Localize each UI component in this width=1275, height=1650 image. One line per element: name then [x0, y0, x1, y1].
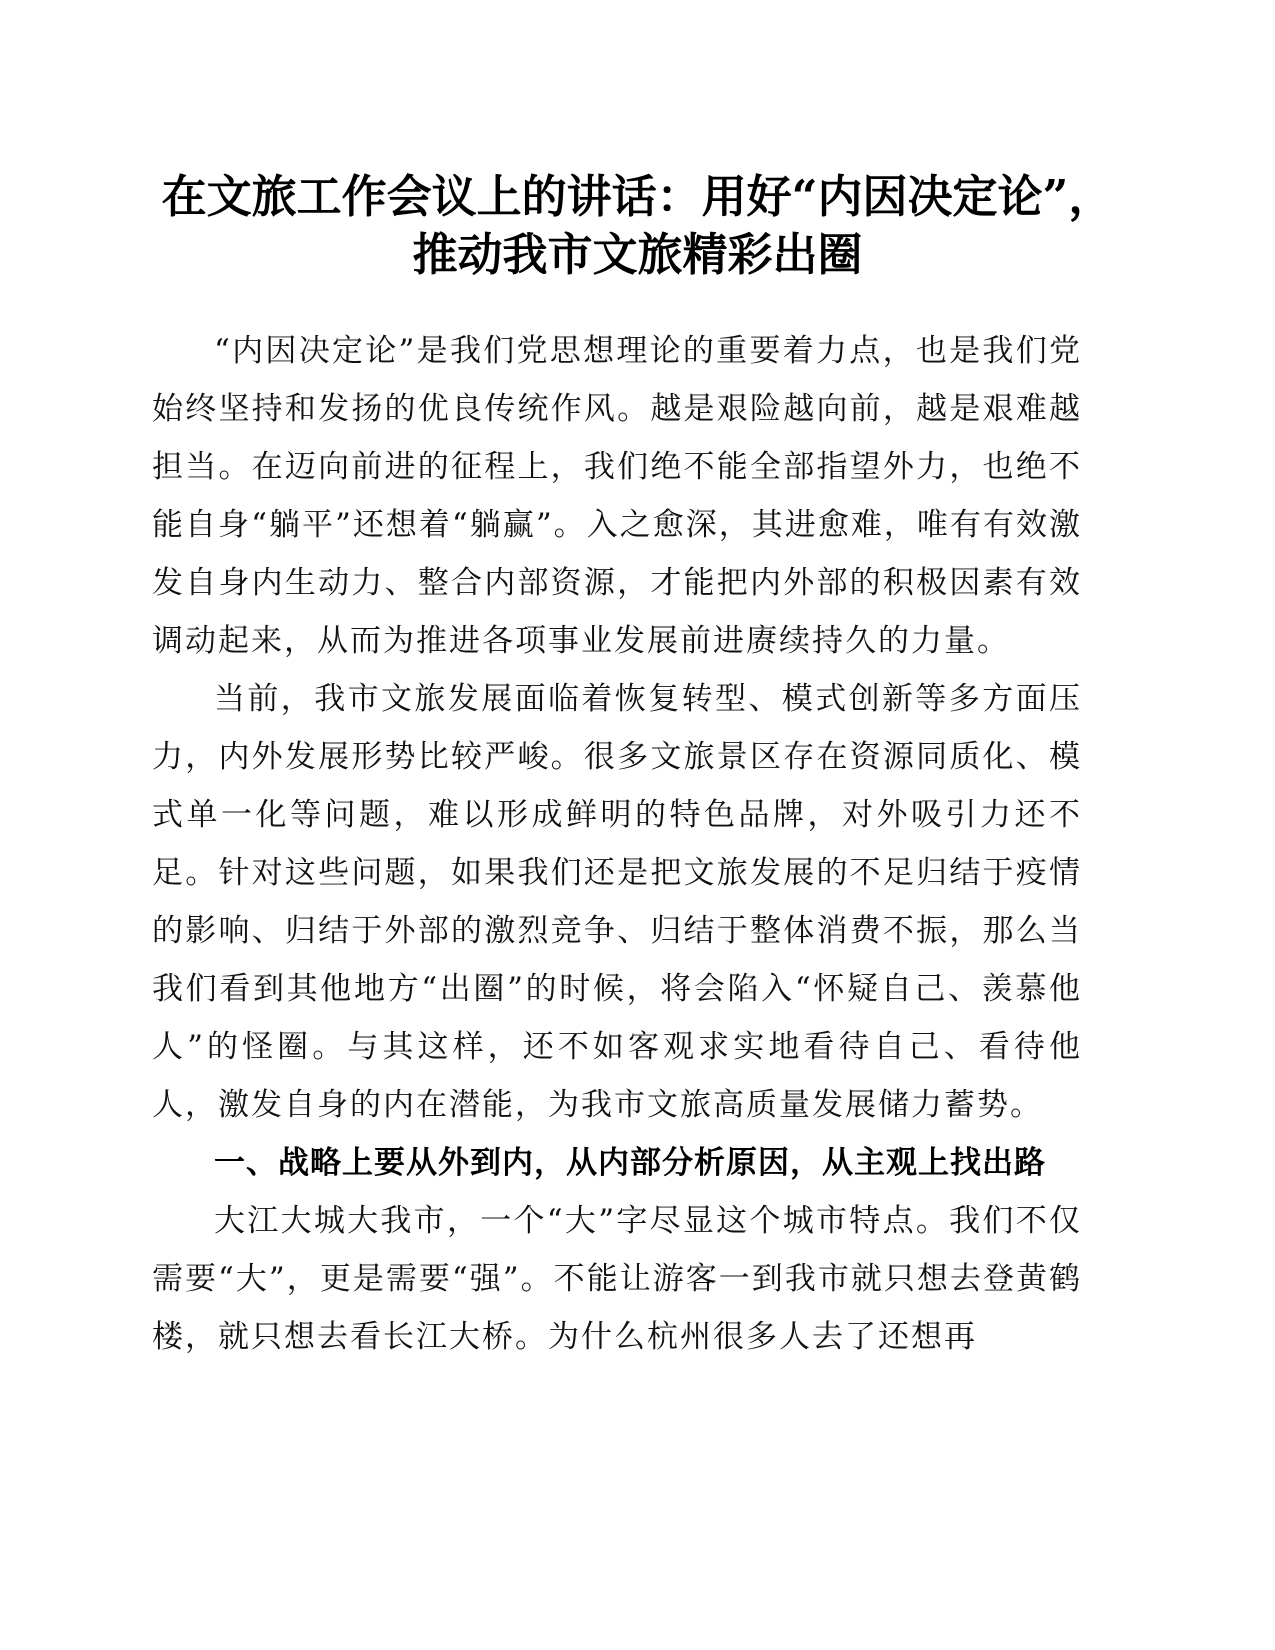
section-paragraph: 大江大城大我市，一个“大”字尽显这个城市特点。我们不仅需要“大”，更是需要“强”。不能让游客一到我市就只想去登黄鹤楼，就只想去看长江大桥。为什么杭州很多人去了还想再: [152, 1203, 1082, 1355]
document-body: [152, 322, 1082, 1366]
document-title: 在文旅工作会议上的讲话：用好“内因决定论”，推动我市文旅精彩出圈: [161, 170, 1114, 281]
paragraph-intro: “内因决定论”是我们党思想理论的重要着力点，也是我们党始终坚持和发扬的优良传统作风。越是艰险越向前，越是艰难越担当。在迈向前进的征程上，我们绝不能全部指望外力，也绝不能自身“躺平”还想着“躺赢”。入之愈深，其进愈难，唯有有效激发自身内生动力、整合内部资源，才能把内外部的积极因素有效调动起来，从而为推进各项事业发展前进赓续持久的力量。: [152, 333, 1082, 659]
paragraph-current-situation: 当前，我市文旅发展面临着恢复转型、模式创新等多方面压力，内外发展形势比较严峻。很多文旅景区存在资源同质化、模式单一化等问题，难以形成鲜明的特色品牌，对外吸引力还不足。针对这些问题，如果我们还是把文旅发展的不足归结于疫情的影响、归结于外部的激烈竞争、归结于整体消费不振，那么当我们看到其他地方“出圈”的时候，将会陷入“怀疑自己、羡慕他人”的怪圈。与其这样，还不如客观求实地看待自己、看待他人，激发自身的内在潜能，为我市文旅高质量发展储力蓄势。: [152, 681, 1082, 1123]
section-heading: 一、战略上要从外到内，从内部分析原因，从主观上找出路: [214, 1145, 1046, 1181]
